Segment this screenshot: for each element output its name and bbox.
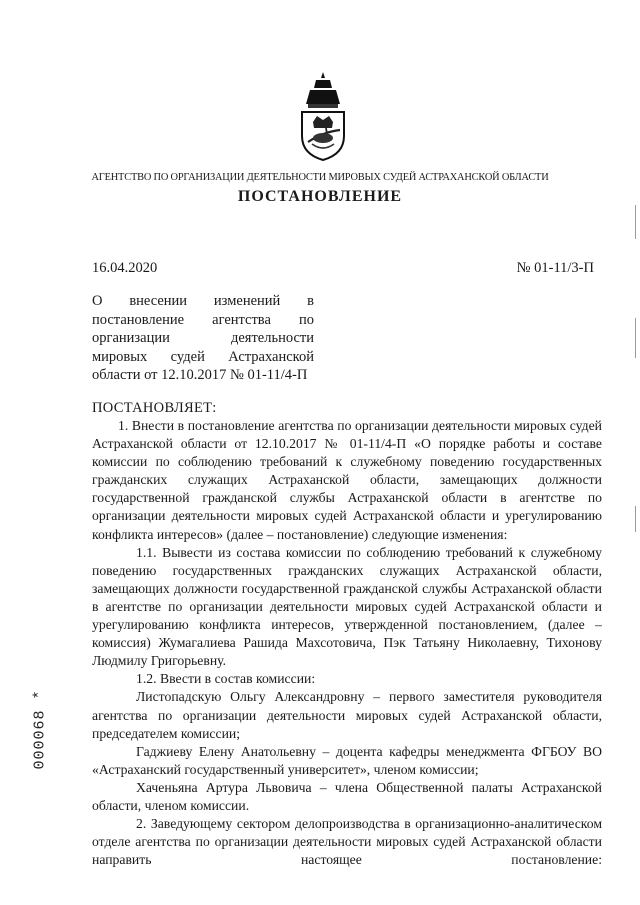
paragraph-1: 1. Внести в постановление агентства по организации деятельности мировых судей Астраханской области от 12.10.2017 № 01-11/4-П «О порядке работы и составе комиссии по соблюдению требований к служебному поведению государственных гражданских служащих Астраханской области, замещающих должности государственной гражданской службы Астраханской области в агентстве по организации деятельности мировых судей Астраханской области и урегулированию конфликта интересов» (далее – постановление) следующие изменения: — [92, 418, 602, 542]
paragraph-1-1: 1.1. Вывести из состава комиссии по соблюдению требований к служебному поведению государственных гражданских служащих Астраханской области, замещающих должности государственной гражданской службы Астраханской области в агентстве по организации деятельности мировых судей Астраханской области и урегулированию конфликта интересов, утвержденной постановлением, (далее – комиссия) Жумагалиева Рашида Махсотовича, Пэк Татьяну Николаевну, Тихонову Людмилу Григорьевну. — [92, 544, 602, 669]
document-date: 16.04.2020 — [92, 260, 158, 276]
scan-edge-mark — [635, 318, 636, 358]
document-type: ПОСТАНОВЛЕНИЕ — [237, 188, 403, 205]
document-subject: О внесении изменений в постановление агентства по организации деятельности мировых судей Астраханской области от 12.10.2017 № 01-11/4-П — [92, 293, 314, 383]
document-body — [92, 417, 602, 869]
stamp-number: 000068 * — [31, 688, 49, 770]
paragraph-2: 2. Заведующему сектором делопроизводства в организационно-аналитическом отделе агентства по организации деятельности мировых судей Астраханской области направить настоящее постановление: — [92, 816, 602, 868]
member-gadzhieva: Гаджиеву Елену Анатольевну – доцента кафедры менеджмента ФГБОУ ВО «Астраханский государственный университет», членом комиссии; — [92, 743, 602, 777]
paragraph-1-2: 1.2. Ввести в состав комиссии: — [136, 671, 316, 687]
page-stamp — [26, 690, 54, 768]
decree-word: ПОСТАНОВЛЯЕТ: — [92, 400, 217, 416]
member-listopadskaya: Листопадскую Ольгу Александровну – первого заместителя руководителя агентства по организации деятельности мировых судей Астраханской области, председателем комиссии; — [92, 689, 602, 741]
member-khachenyan: Хаченьяна Артура Львовича – члена Общественной палаты Астраханской области, членом комиссии. — [92, 779, 602, 813]
scan-edge-mark — [635, 506, 636, 532]
scan-edge-mark — [635, 205, 636, 239]
coat-of-arms-icon — [296, 70, 350, 162]
agency-name: АГЕНТСТВО ПО ОРГАНИЗАЦИИ ДЕЯТЕЛЬНОСТИ МИРОВЫХ СУДЕЙ АСТРАХАНСКОЙ ОБЛАСТИ — [91, 172, 549, 183]
document-number: № 01-11/3-П — [516, 260, 594, 276]
